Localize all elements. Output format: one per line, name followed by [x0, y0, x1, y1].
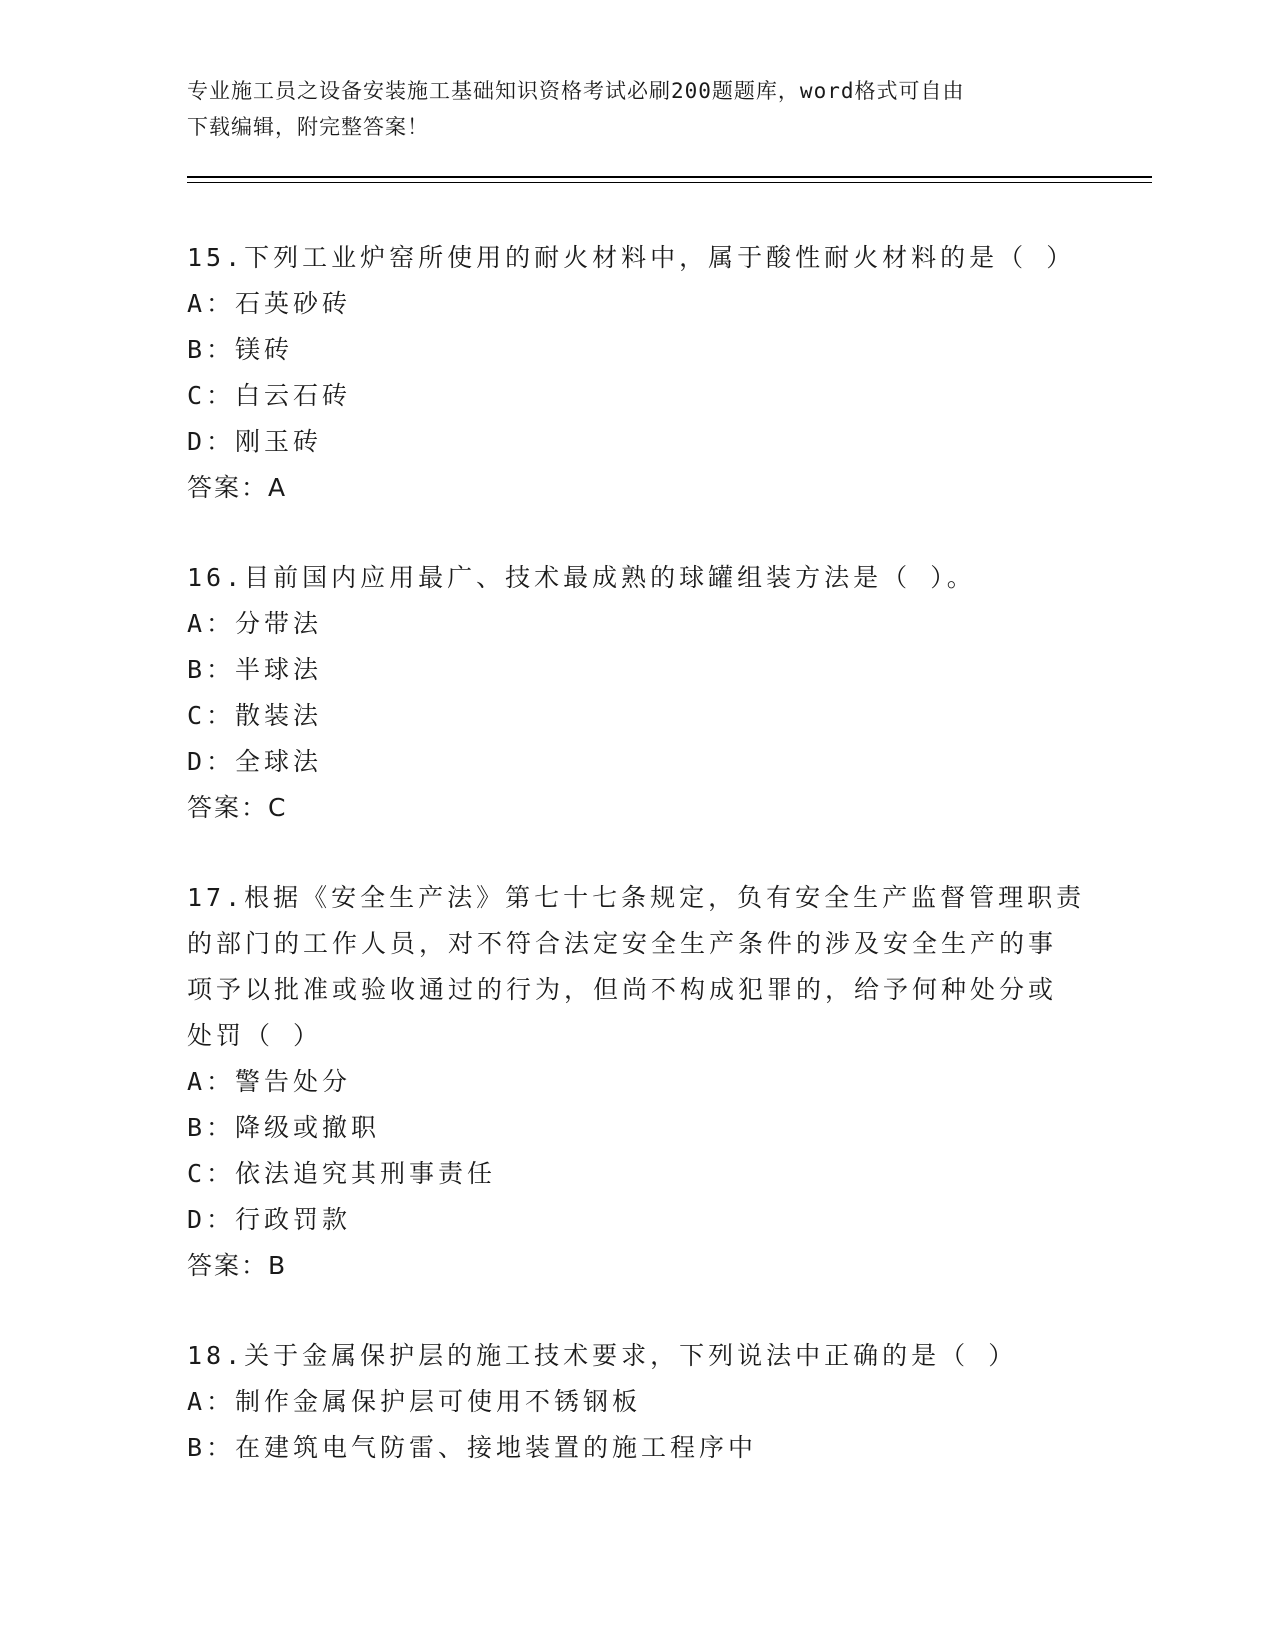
answer-line: 答案：A: [187, 473, 288, 502]
option-d: D：刚玉砖: [187, 427, 323, 456]
option-a: A：石英砂砖: [187, 289, 352, 318]
question-15: [187, 235, 1087, 511]
document-header: [187, 73, 1087, 145]
question-18: [187, 1333, 1087, 1471]
option-c: C：白云石砖: [187, 381, 352, 410]
option-a: A：警告处分: [187, 1067, 352, 1096]
option-c: C：散装法: [187, 701, 323, 730]
answer-line: 答案：C: [187, 793, 288, 822]
question-stem-line-4: 处罚（ ）: [187, 1021, 323, 1050]
option-b: B：半球法: [187, 655, 323, 684]
question-17: [187, 875, 1087, 1289]
header-line-1: 专业施工员之设备安装施工基础知识资格考试必刷200题题库，word格式可自由: [187, 79, 965, 103]
option-a: A：分带法: [187, 609, 323, 638]
header-divider-thick: [187, 176, 1152, 178]
question-stem: 15.下列工业炉窑所使用的耐火材料中，属于酸性耐火材料的是（ ）: [187, 243, 1076, 272]
question-stem-line-1: 17.根据《安全生产法》第七十七条规定，负有安全生产监督管理职责: [187, 883, 1086, 912]
option-d: D：行政罚款: [187, 1205, 352, 1234]
option-d: D：全球法: [187, 747, 323, 776]
option-b: B：镁砖: [187, 335, 294, 364]
question-stem: 18.关于金属保护层的施工技术要求，下列说法中正确的是（ ）: [187, 1341, 1018, 1370]
header-line-2: 下载编辑，附完整答案！: [187, 115, 429, 139]
option-b: B：降级或撤职: [187, 1113, 381, 1142]
answer-line: 答案：B: [187, 1251, 288, 1280]
question-stem: 16.目前国内应用最广、技术最成熟的球罐组装方法是（ ）。: [187, 563, 976, 592]
option-a: A：制作金属保护层可使用不锈钢板: [187, 1387, 642, 1416]
question-16: [187, 555, 1087, 831]
header-divider-thin: [187, 182, 1152, 183]
question-stem-line-3: 项予以批准或验收通过的行为，但尚不构成犯罪的，给予何种处分或: [187, 975, 1058, 1004]
option-c: C：依法追究其刑事责任: [187, 1159, 497, 1188]
question-stem-line-2: 的部门的工作人员，对不符合法定安全生产条件的涉及安全生产的事: [187, 929, 1058, 958]
option-b: B：在建筑电气防雷、接地装置的施工程序中: [187, 1433, 758, 1462]
